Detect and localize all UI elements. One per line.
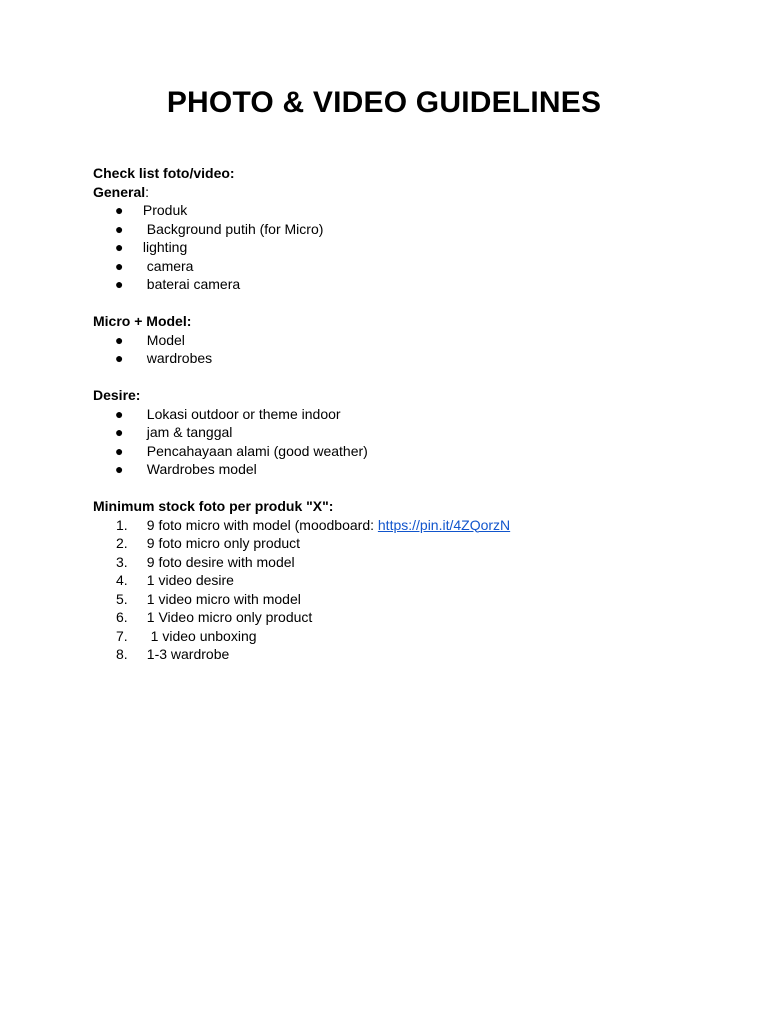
document-body [93, 164, 693, 664]
minimum-stock-item-text [139, 516, 510, 535]
bullet-icon: ● [115, 461, 124, 477]
spacer [93, 294, 693, 313]
bullet-icon: ● [115, 239, 124, 255]
desire-item-text: Wardrobes model [139, 461, 257, 477]
minimum-stock-list-item [93, 571, 693, 590]
minimum-stock-item-text: 1 video unboxing [139, 627, 257, 644]
micro-model-item-text: Model [139, 331, 185, 348]
bullet-icon: ● [115, 331, 124, 348]
desire-item-text: jam & tanggal [139, 424, 233, 440]
minimum-stock-heading: Minimum stock foto per produk "X": [93, 498, 334, 514]
general-item-text: Background putih (for Micro) [139, 220, 324, 237]
minimum-stock-list-item [93, 590, 693, 609]
general-list-item [93, 201, 693, 220]
desire-list-item [93, 405, 693, 424]
desire-item-text: Pencahayaan alami (good weather) [139, 442, 368, 459]
minimum-stock-item-text: 9 foto desire with model [139, 553, 295, 570]
list-number: 4. [116, 572, 128, 588]
general-heading-colon: : [145, 183, 150, 200]
list-number: 6. [116, 609, 128, 625]
bullet-icon: ● [115, 350, 124, 366]
desire-list-item [93, 442, 693, 461]
micro-model-heading: Micro + Model: [93, 313, 192, 329]
general-list-item [93, 220, 693, 239]
list-number: 1. [116, 516, 128, 533]
bullet-icon: ● [115, 202, 124, 218]
page-title: PHOTO & VIDEO GUIDELINES [166, 86, 602, 119]
desire-heading: Desire: [93, 387, 141, 403]
minimum-stock-item-text: 9 foto micro only product [139, 535, 301, 551]
micro-model-item-text: wardrobes [139, 350, 213, 366]
minimum-stock-item-text: 1 Video micro only product [139, 609, 313, 625]
micro-model-list-item [93, 331, 693, 350]
minimum-stock-list-item [93, 534, 693, 553]
general-list-item [93, 275, 693, 294]
minimum-stock-item-text: 1 video desire [139, 572, 234, 588]
minimum-stock-list-item [93, 516, 693, 535]
moodboard-link[interactable]: https://pin.it/4ZQorzN [377, 516, 511, 533]
list-number: 5. [116, 590, 128, 607]
general-item-text: lighting [139, 239, 188, 255]
bullet-icon: ● [115, 424, 124, 440]
desire-list-item [93, 423, 693, 442]
list-number: 3. [116, 553, 128, 570]
general-heading: General [93, 183, 146, 200]
general-item-text: Produk [139, 202, 188, 218]
spacer [93, 368, 693, 387]
bullet-icon: ● [115, 220, 124, 237]
spacer [93, 479, 693, 498]
desire-list-item [93, 460, 693, 479]
minimum-stock-item-text: 1 video micro with model [139, 590, 301, 607]
list-number: 8. [116, 646, 128, 662]
bullet-icon: ● [115, 257, 124, 274]
general-heading-line [93, 183, 693, 202]
general-item-text: camera [139, 257, 194, 274]
minimum-stock-item-text: 1-3 wardrobe [139, 646, 230, 662]
general-list-item [93, 238, 693, 257]
minimum-stock-list-item [93, 608, 693, 627]
general-item-text: baterai camera [139, 276, 241, 292]
checklist-heading: Check list foto/video: [93, 165, 235, 181]
bullet-icon: ● [115, 442, 124, 459]
micro-model-list-item [93, 349, 693, 368]
minimum-stock-list-item [93, 553, 693, 572]
minimum-stock-list-item [93, 627, 693, 646]
general-list-item [93, 257, 693, 276]
list-number: 2. [116, 535, 128, 551]
bullet-icon: ● [115, 276, 124, 292]
bullet-icon: ● [115, 405, 124, 422]
minimum-stock-item-label: 9 foto micro with model (moodboard: [139, 516, 378, 533]
list-number: 7. [116, 627, 128, 644]
minimum-stock-list-item [93, 645, 693, 664]
desire-item-text: Lokasi outdoor or theme indoor [139, 405, 341, 422]
